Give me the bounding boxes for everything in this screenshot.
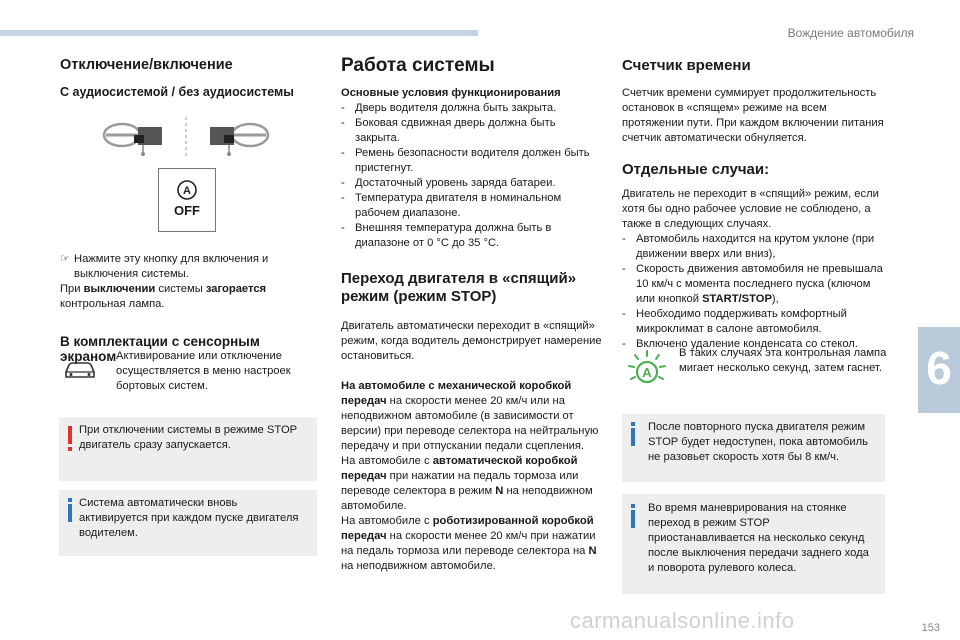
watermark: carmanualsonline.info	[570, 608, 795, 633]
page-number: 153	[921, 622, 940, 634]
warning-icon	[68, 426, 72, 444]
left-title: Отключение/включение	[60, 57, 233, 73]
warning-text: При отключении системы в режиме STOP двигатель сразу запускается.	[79, 424, 297, 451]
special-title: Отдельные случаи:	[622, 161, 770, 178]
pointer-icon: ☞	[60, 253, 71, 265]
info-text-right-2: Во время маневрирования на стоянке переход в режим STOP приостанавливается на несколько секунд после выключения передачи заднего хода и поворота рулевого колеса.	[648, 502, 869, 574]
left-instructions	[60, 252, 318, 364]
section-title: Вождение автомобиля	[787, 26, 914, 40]
instruction-text: ☞ Нажмите эту кнопку для включения и выключения системы.	[60, 253, 269, 280]
car-settings-icon	[62, 358, 98, 380]
timer-title: Счетчик времени	[622, 57, 751, 74]
info-text-right-1: После повторного пуска двигателя режим STOP будет недоступен, пока автомобиль не разовьет скорость хотя бы 8 км/ч.	[648, 421, 868, 463]
case-item: - Скорость движения автомобиля не превышала 10 км/ч с момента последнего пуска (ключом или кнопкой START/STOP),	[622, 262, 887, 307]
conditions-list	[341, 101, 603, 251]
condition-item: - Достаточный уровень заряда батареи.	[341, 176, 603, 191]
middle-title: Работа системы	[341, 55, 495, 76]
case-item: - Автомобиль находится на крутом уклоне (при движении вверх или вниз),	[622, 232, 887, 262]
timer-text: Счетчик времени суммирует продолжительность остановок в «спящем» режиме на всем протяжении пути. При каждом включении питания счетчик автоматически обнуляется.	[622, 87, 884, 144]
stop-title: Переход двигателя в «спящий» режим (режим STOP)	[341, 270, 577, 305]
warning-box	[59, 417, 317, 481]
robot-gearbox-text: На автомобиле с роботизированной коробкой передач на скорости менее 20 км/ч при нажатии на педаль тормоза или переводе селектора на N на неподвижном автомобиле.	[341, 515, 597, 572]
manual-gearbox-text: На автомобиле с механической коробкой передач на скорости менее 20 км/ч или на неподвижном автомобиле (в зависимости от версии) при переводе селектора на нейтральную передачу и при отпускании педали сцепления.	[341, 380, 599, 452]
off-label: OFF	[174, 203, 200, 218]
info-text-left: Система автоматически вновь активируется при каждом пуске двигателя водителем.	[79, 497, 299, 539]
left-subtitle: С аудиосистемой / без аудиосистемы	[60, 85, 294, 99]
case-item: - Включено удаление конденсата со стекол.	[622, 337, 887, 352]
special-intro: Двигатель не переходит в «спящий» режим, если хотя бы одно рабочее условие не соблюдено, а также в следующих случаях.	[622, 188, 879, 230]
left-column	[60, 58, 318, 100]
info-box-right-2	[622, 494, 885, 594]
stop-intro: Двигатель автоматически переходит в «спящий» режим, когда водитель демонстрирует намерение остановиться.	[341, 320, 602, 362]
auto-stop-icon	[175, 179, 199, 201]
info-box-left	[59, 490, 317, 556]
info-icon	[631, 422, 635, 426]
case-item: - Необходимо поддерживать комфортный микроклимат в салоне автомобиля.	[622, 307, 887, 337]
condition-item: - Дверь водителя должна быть закрыта.	[341, 101, 603, 116]
off-note: При выключении системы загорается контрольная лампа.	[60, 283, 267, 310]
condition-item: - Внешняя температура должна быть в диапазоне от 0 °C до 35 °C.	[341, 221, 603, 251]
lamp-text: В таких случаях эта контрольная лампа мигает несколько секунд, затем гаснет.	[679, 347, 887, 374]
info-box-right-1	[622, 414, 885, 482]
header-bar	[0, 30, 478, 36]
right-column	[622, 58, 887, 352]
svg-text:A: A	[642, 365, 652, 380]
touch-title: В комплектации с сенсорным экраном	[60, 334, 260, 364]
info-icon	[68, 498, 72, 502]
dashboard-illustration	[100, 115, 272, 159]
condition-item: - Температура двигателя в номинальном рабочем диапазоне.	[341, 191, 603, 221]
info-icon	[631, 504, 635, 508]
svg-text:A: A	[183, 185, 191, 197]
condition-item: - Боковая сдвижная дверь должна быть закрыта.	[341, 116, 603, 146]
auto-stop-lamp-icon	[626, 350, 668, 390]
middle-column	[341, 55, 603, 574]
auto-gearbox-text: На автомобиле с автоматической коробкой передач при нажатии на педаль тормоза или переводе селектора в режим N на неподвижном автомобиле.	[341, 455, 593, 512]
condition-item: - Ремень безопасности водителя должен быть пристегнут.	[341, 146, 603, 176]
conditions-title: Основные условия функционирования	[341, 87, 561, 99]
touch-text: Активирование или отключение осуществляется в меню настроек бортовых систем.	[116, 350, 291, 392]
chapter-number: 6	[926, 342, 952, 394]
stop-start-off-button	[158, 168, 216, 232]
steering-wheel-right-icon	[232, 124, 268, 146]
chapter-tab	[918, 327, 960, 413]
